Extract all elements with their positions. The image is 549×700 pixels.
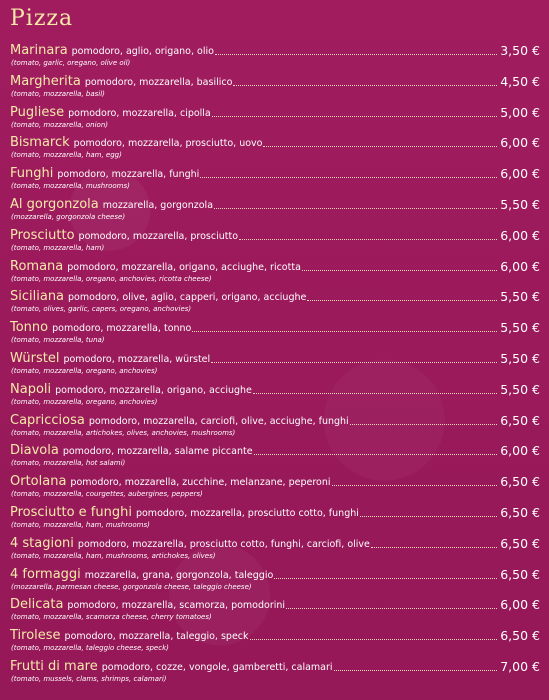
pizza-ingredients: pomodoro, mozzarella, zucchine, melanzane, peperoni <box>70 477 331 489</box>
pizza-ingredients: pomodoro, mozzarella, taleggio, speck <box>64 631 249 643</box>
pizza-name: Ortolana <box>10 474 67 490</box>
pizza-price: 5,50 € <box>500 196 540 212</box>
pizza-ingredients: pomodoro, mozzarella, prosciutto cotto, funghi, carciofi, olive <box>77 538 370 550</box>
dot-leader <box>254 454 498 455</box>
pizza-ingredients: pomodoro, cozze, vongole, gamberetti, calamari <box>101 661 333 673</box>
pizza-ingredients: pomodoro, mozzarella, scamorza, pomodorini <box>67 600 286 612</box>
pizza-name: Prosciutto <box>10 227 75 243</box>
pizza-translation: (tomato, mozzarella, hot salami) <box>11 459 126 468</box>
menu-item <box>10 349 540 380</box>
pizza-name: Delicata <box>10 597 64 613</box>
pizza-price: 6,00 € <box>500 597 540 613</box>
menu-item <box>10 565 540 596</box>
dot-leader <box>371 547 497 548</box>
pizza-price: 5,50 € <box>500 381 540 397</box>
pizza-price: 7,00 € <box>500 658 540 674</box>
pizza-translation: (tomato, mozzarella, scamorza cheese, cherry tomatoes) <box>11 613 212 622</box>
dot-leader <box>263 146 497 147</box>
menu-item <box>10 41 540 72</box>
pizza-name: Marinara <box>10 43 68 58</box>
pizza-price: 6,00 € <box>500 135 540 151</box>
menu-item <box>10 595 540 626</box>
menu-item <box>10 257 540 288</box>
pizza-translation: (tomato, olives, garlic, capers, oregano, anchovies) <box>11 305 192 314</box>
dot-leader <box>239 239 497 240</box>
pizza-translation: (tomato, garlic, oregano, olive oil) <box>11 59 131 67</box>
dot-leader <box>334 670 498 671</box>
dot-leader <box>332 485 498 486</box>
pizza-name: Capricciosa <box>10 412 85 428</box>
pizza-ingredients: pomodoro, mozzarella, salame piccante <box>62 446 253 458</box>
pizza-translation: (mozzarella, parmesan cheese, gorgonzola cheese, taleggio cheese) <box>11 582 252 591</box>
pizza-name: Prosciutto e funghi <box>10 504 132 520</box>
pizza-name: Bismarck <box>10 135 70 151</box>
pizza-translation: (tomato, mozzarella, tuna) <box>11 336 105 345</box>
dot-leader <box>307 300 497 301</box>
pizza-translation: (tomato, mozzarella, taleggio cheese, speck) <box>11 644 169 653</box>
pizza-ingredients: pomodoro, mozzarella, funghi <box>57 169 200 181</box>
menu-item <box>10 657 540 688</box>
pizza-ingredients: mozzarella, grana, gorgonzola, taleggio <box>84 569 274 581</box>
pizza-price: 5,50 € <box>500 289 540 305</box>
pizza-translation: (mozzarella, gorgonzola cheese) <box>11 212 126 221</box>
dot-leader <box>302 270 497 271</box>
pizza-price: 6,50 € <box>500 412 540 428</box>
dot-leader <box>286 608 497 609</box>
pizza-ingredients: pomodoro, mozzarella, origano, acciughe, ricotta <box>67 261 301 273</box>
menu-item <box>10 164 540 195</box>
pizza-translation: (tomato, mussels, clams, shrimps, calamari) <box>11 674 167 683</box>
pizza-translation: (tomato, mozzarella, artichokes, olives, anchovies, mushrooms) <box>11 428 236 437</box>
pizza-ingredients: pomodoro, aglio, origano, olio <box>71 46 214 57</box>
pizza-price: 3,50 € <box>500 43 540 58</box>
menu-item <box>10 133 540 164</box>
pizza-translation: (tomato, mozzarella, oregano, anchovies, ricotta cheese) <box>11 274 212 283</box>
menu-item <box>10 103 540 134</box>
dot-leader <box>250 639 498 640</box>
pizza-translation: (tomato, mozzarella, ham, egg) <box>11 151 122 160</box>
dot-leader <box>274 578 497 579</box>
pizza-ingredients: pomodoro, mozzarella, carciofi, olive, acciughe, funghi <box>88 415 349 427</box>
pizza-price: 6,00 € <box>500 443 540 459</box>
pizza-price: 6,00 € <box>500 166 540 182</box>
pizza-price: 6,00 € <box>500 258 540 274</box>
pizza-ingredients: pomodoro, mozzarella, origano, acciughe <box>55 384 252 396</box>
pizza-ingredients: pomodoro, mozzarella, basilico <box>84 76 233 88</box>
dot-leader <box>214 208 497 209</box>
menu-item <box>10 411 540 442</box>
menu-item <box>10 503 540 534</box>
pizza-translation: (tomato, mozzarella, oregano, anchovies) <box>11 397 158 406</box>
menu-item <box>10 318 540 349</box>
pizza-ingredients: pomodoro, olive, aglio, capperi, origano, acciughe <box>68 292 307 304</box>
pizza-ingredients: pomodoro, mozzarella, prosciutto, uovo <box>73 138 263 150</box>
pizza-price: 5,50 € <box>500 320 540 336</box>
pizza-price: 6,00 € <box>500 227 540 243</box>
pizza-price: 6,50 € <box>500 628 540 644</box>
pizza-translation: (tomato, mozzarella, mushrooms) <box>11 182 130 191</box>
pizza-name: Siciliana <box>10 289 65 305</box>
pizza-ingredients: pomodoro, mozzarella, tonno <box>52 323 192 335</box>
pizza-price: 4,50 € <box>500 73 540 89</box>
pizza-price: 6,50 € <box>500 504 540 520</box>
pizza-name: Napoli <box>10 381 52 397</box>
menu-item <box>10 472 540 503</box>
pizza-name: Pugliese <box>10 104 65 120</box>
dot-leader <box>200 177 497 178</box>
menu-item <box>10 195 540 226</box>
pizza-name: Würstel <box>10 350 60 366</box>
dot-leader <box>253 393 497 394</box>
menu-item <box>10 226 540 257</box>
pizza-price: 6,50 € <box>500 474 540 490</box>
pizza-name: Romana <box>10 258 64 274</box>
pizza-name: 4 stagioni <box>10 535 74 551</box>
pizza-translation: (tomato, mozzarella, ham, mushrooms, artichokes, olives) <box>11 551 216 560</box>
dot-leader <box>350 424 498 425</box>
pizza-price: 5,00 € <box>500 104 540 120</box>
pizza-translation: (tomato, mozzarella, onion) <box>11 120 109 129</box>
pizza-price: 6,50 € <box>500 535 540 551</box>
menu-item <box>10 287 540 318</box>
pizza-translation: (tomato, mozzarella, basil) <box>11 89 105 98</box>
pizza-name: 4 formaggi <box>10 566 81 582</box>
dot-leader <box>360 516 497 517</box>
pizza-name: Frutti di mare <box>10 658 98 674</box>
dot-leader <box>211 362 497 363</box>
pizza-ingredients: mozzarella, gorgonzola <box>102 199 214 211</box>
pizza-translation: (tomato, mozzarella, courgettes, aubergines, peppers) <box>11 490 203 499</box>
menu-item <box>10 626 540 657</box>
menu-item <box>10 380 540 411</box>
pizza-translation: (tomato, mozzarella, ham) <box>11 243 105 252</box>
menu-item <box>10 534 540 565</box>
pizza-price: 6,50 € <box>500 566 540 582</box>
pizza-ingredients: pomodoro, mozzarella, würstel <box>63 353 211 365</box>
pizza-list <box>10 41 540 688</box>
dot-leader <box>192 331 497 332</box>
pizza-name: Al gorgonzola <box>10 196 99 212</box>
pizza-translation: (tomato, mozzarella, oregano, anchovies) <box>11 366 158 375</box>
menu-item <box>10 72 540 103</box>
pizza-name: Margherita <box>10 73 81 89</box>
pizza-translation: (tomato, mozzarella, ham, mushrooms) <box>11 520 150 529</box>
pizza-ingredients: pomodoro, mozzarella, prosciutto <box>78 230 239 242</box>
dot-leader <box>215 54 497 55</box>
pizza-name: Tirolese <box>10 628 61 644</box>
dot-leader <box>233 85 497 86</box>
pizza-price: 5,50 € <box>500 350 540 366</box>
pizza-ingredients: pomodoro, mozzarella, prosciutto cotto, funghi <box>135 507 359 519</box>
dot-leader <box>212 116 497 117</box>
pizza-name: Funghi <box>10 166 54 182</box>
menu-title: Pizza <box>10 6 74 31</box>
menu-item <box>10 441 540 472</box>
pizza-name: Diavola <box>10 443 59 459</box>
pizza-ingredients: pomodoro, mozzarella, cipolla <box>68 107 211 119</box>
pizza-name: Tonno <box>10 320 49 336</box>
